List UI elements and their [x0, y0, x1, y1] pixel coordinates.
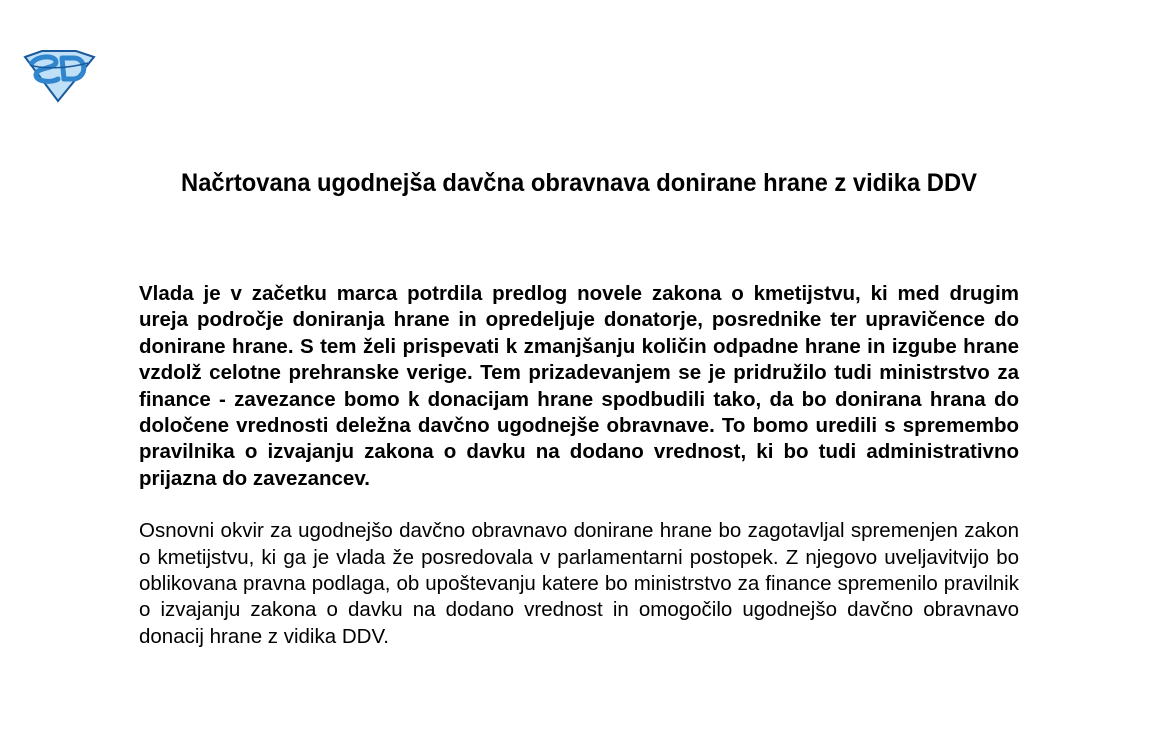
paragraph-framework: Osnovni okvir za ugodnejšo davčno obravnavo donirane hrane bo zagotavljal spremenjen zakon o kmetijstvu, ki ga je vlada že posredovala v parlamentarni postopek. Z njegovo uveljavitvijo bo oblikovana pravna podlaga, ob upoštevanju katere bo ministrstvo za finance spremenilo pravilnik o izvajanju zakona o davku na dodano vrednost in omogočilo ugodnejšo davčno obravnavo donacij hrane z vidika DDV. — [139, 519, 1019, 648]
document-body — [139, 281, 1019, 676]
document-title: Načrtovana ugodnejša davčna obravnava donirane hrane z vidika DDV — [181, 169, 977, 197]
company-logo-icon — [22, 49, 96, 103]
paragraph-intro: Vlada je v začetku marca potrdila predlog novele zakona o kmetijstvu, ki med drugim ureja področje doniranja hrane in opredeljuje donatorje, posrednike ter upravičence do donirane hrane. S tem želi prispevati k zmanjšanju količin odpadne hrane in izgube hrane vzdolž celotne prehranske verige. Tem prizadevanjem se je pridružilo tudi ministrstvo za finance - zavezance bomo k donacijam hrane spodbudili tako, da bo donirana hrana do določene vrednosti deležna davčno ugodnejše obravnave. To bomo uredili s spremembo pravilnika o izvajanju zakona o davku na dodano vrednost, ki bo tudi administrativno prijazna do zavezancev. — [139, 282, 1019, 490]
